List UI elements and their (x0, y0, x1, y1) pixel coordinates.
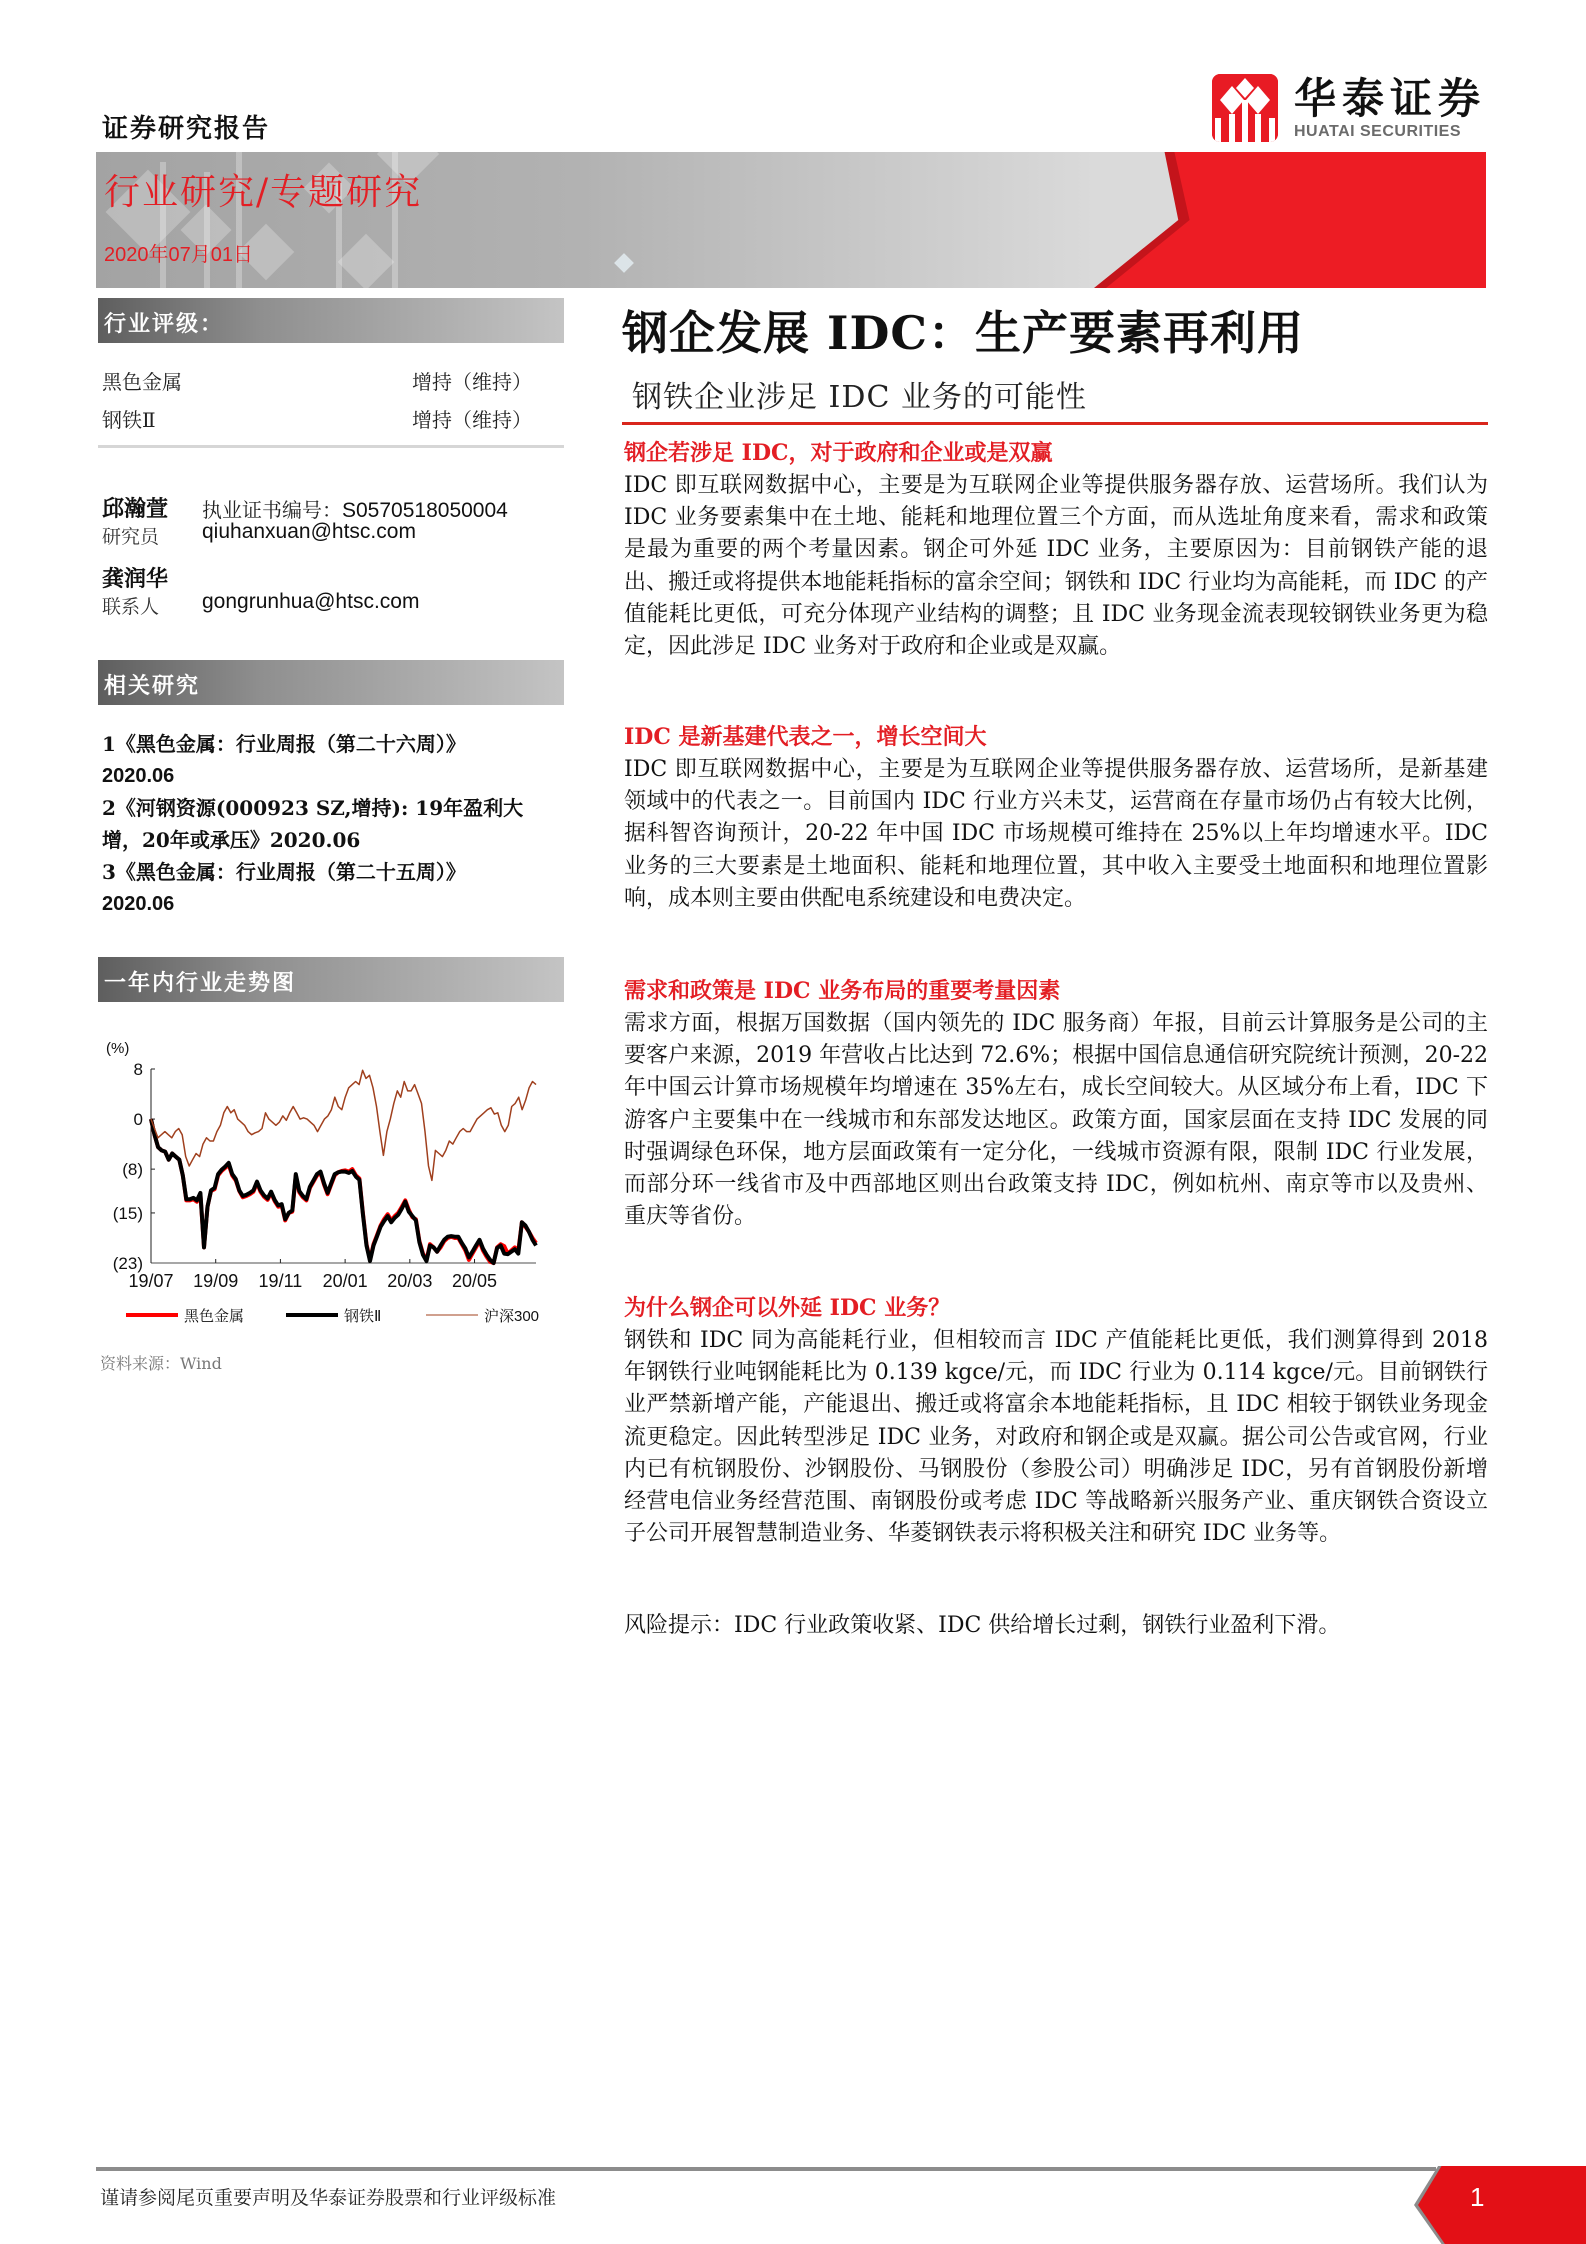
section-body: IDC 即互联网数据中心，主要是为互联网企业等提供服务器存放、运营场所。我们认为 IDC 业务要素集中在土地、能耗和地理位置三个方面，而从选址角度来看，需求和政策是最为重要的两个考量因素。钢企可外延 IDC 业务，主要原因为：目前钢铁产能的退出、搬迁或将提供本地能耗指标的富余空间；钢铁和 IDC 行业均为高能耗，而 IDC 的产值能耗比更低，可充分体现产业结构的调整；且 IDC 业务现金流表现较钢铁业务更为稳定，因此涉足 IDC 业务对于政府和企业或是双赢。 (624, 473, 1488, 660)
svg-text:20/01: 20/01 (322, 1271, 368, 1291)
svg-text:沪深300: 沪深300 (484, 1308, 540, 1325)
svg-text:19/09: 19/09 (193, 1271, 239, 1291)
risk-warning: 风险提示：IDC 行业政策收紧、IDC 供给增长过剩，钢铁行业盈利下滑。 (624, 1613, 1341, 1638)
industry-trend-chart (96, 1030, 566, 1330)
section-3 (624, 974, 1488, 1233)
section-1 (624, 436, 1488, 663)
svg-text:(8): (8) (122, 1160, 143, 1180)
rating-industry: 黑色金属 (102, 370, 182, 394)
rating-row (102, 366, 562, 395)
section-heading: 钢企若涉足 IDC，对于政府和企业或是双赢 (624, 440, 1053, 466)
related-item[interactable]: 2《河钢资源(000923 SZ,增持): 19年盈利大 增，20年或承压》2020.06 (102, 796, 524, 852)
brand-name-en: HUATAI SECURITIES (1294, 123, 1462, 140)
divider (98, 445, 564, 448)
analyst-name: 龚润华 (102, 566, 169, 592)
related-item[interactable]: 3《黑色金属：行业周报（第二十五周）》 2020.06 (102, 860, 466, 915)
report-date: 2020年07月01日 (104, 244, 253, 266)
rating-value: 增持（维持） (412, 408, 532, 432)
svg-text:0: 0 (133, 1110, 143, 1130)
brand-logo (1212, 74, 1486, 142)
svg-text:19/11: 19/11 (258, 1271, 303, 1291)
section-4 (624, 1291, 1488, 1550)
chart-source: 资料来源：Wind (100, 1354, 222, 1373)
svg-text:20/05: 20/05 (452, 1271, 498, 1291)
svg-text:19/07: 19/07 (128, 1271, 174, 1291)
page-number: 1 (1470, 2182, 1485, 2212)
analyst-role: 联系人 (102, 596, 160, 618)
footer-divider (96, 2167, 1436, 2171)
huatai-logo-icon (1212, 74, 1278, 142)
report-type-label: 证券研究报告 (102, 114, 271, 144)
svg-text:8: 8 (133, 1060, 143, 1079)
analyst-role: 研究员 (102, 526, 160, 548)
footer-disclaimer: 谨请参阅尾页重要声明及华泰证券股票和行业评级标准 (100, 2187, 557, 2209)
svg-text:(15): (15) (112, 1203, 143, 1223)
cert-number: S0570518050004 (342, 499, 508, 522)
related-item[interactable]: 1《黑色金属：行业周报（第二十六周）》 2020.06 (102, 732, 466, 787)
section-heading: 需求和政策是 IDC 业务布局的重要考量因素 (624, 978, 1061, 1004)
section-body: 钢铁和 IDC 同为高能耗行业，但相较而言 IDC 产值能耗比更低，我们测算得到 2018 年钢铁行业吨钢能耗比为 0.139 kgce/元，而 IDC 行业为 0.114 kgce/元。目前钢铁行业严禁新增产能，产能退出、搬迁或将富余本地能耗指标，且 IDC 相较于钢铁业务现金流更稳定。因此转型涉足 IDC 业务，对政府和钢企或是双赢。据公司公告或官网，行业内已有杭钢股份、沙钢股份、马钢股份（参股公司）明确涉足 IDC，另有首钢股份新增经营电信业务经营范围、南钢股份或考虑 IDC 等战略新兴服务产业、重庆钢铁合资设立子公司开展智慧制造业务、华菱钢铁表示将积极关注和研究 IDC 业务等。 (624, 1328, 1488, 1547)
page-title: 钢企发展 IDC：生产要素再利用 (622, 306, 1305, 360)
section-body: 需求方面，根据万国数据（国内领先的 IDC 服务商）年报，目前云计算服务是公司的主要客户来源，2019 年营收占比达到 72.6%；根据中国信息通信研究院统计预测，20-22 年中国云计算市场规模年均增速在 35%左右，成长空间较大。从区域分布上看，IDC 下游客户主要集中在一线城市和东部发达地区。政策方面，国家层面在支持 IDC 发展的同时强调绿色环保，地方层面政策有一定分化，一线城市资源有限，限制 IDC 行业发展，而部分环一线省市及中西部地区则出台政策支持 IDC，例如杭州、南京等市以及贵州、重庆等省份。 (624, 1011, 1488, 1230)
page-subtitle: 钢铁企业涉足 IDC 业务的可能性 (632, 380, 1087, 415)
trend-chart-heading: 一年内行业走势图 (98, 957, 564, 1002)
section-body: IDC 即互联网数据中心，主要是为互联网企业等提供服务器存放、运营场所，是新基建领域中的代表之一。目前国内 IDC 行业方兴未艾，运营商在存量市场仍占有较大比例，据科智咨询预计，20-22 年中国 IDC 市场规模可维持在 25%以上年均增速水平。IDC 业务的三大要素是土地面积、能耗和地理位置，其中收入主要受土地面积和地理位置影响，成本则主要由供配电系统建设和电费决定。 (624, 757, 1488, 911)
chart-ylabel: (%) (106, 1040, 130, 1057)
cert-label: 执业证书编号： (202, 498, 342, 522)
svg-text:(23): (23) (112, 1254, 143, 1273)
section-heading: IDC 是新基建代表之一，增长空间大 (624, 724, 987, 750)
svg-text:钢铁Ⅱ: 钢铁Ⅱ (344, 1308, 382, 1325)
banner-title: 行业研究/专题研究 (104, 172, 423, 213)
svg-text:20/03: 20/03 (387, 1271, 433, 1291)
page-tab (1418, 2166, 1586, 2244)
brand-name-cn: 华泰证券 (1294, 74, 1487, 123)
rating-industry: 钢铁Ⅱ (102, 408, 156, 432)
rating-value: 增持（维持） (412, 370, 532, 394)
section-2 (624, 720, 1488, 915)
analyst-cert (202, 494, 508, 523)
title-divider (622, 422, 1488, 425)
rating-row (102, 404, 562, 433)
rating-heading: 行业评级： (98, 298, 564, 343)
analyst-email[interactable]: gongrunhua@htsc.com (202, 590, 420, 613)
svg-text:黑色金属: 黑色金属 (184, 1308, 245, 1325)
analyst-card (102, 492, 168, 523)
analyst-email[interactable]: qiuhanxuan@htsc.com (202, 520, 416, 543)
section-heading: 为什么钢企可以外延 IDC 业务？ (624, 1295, 951, 1321)
related-research-heading: 相关研究 (98, 660, 564, 705)
analyst-name: 邱瀚萱 (102, 496, 169, 522)
related-research-list (102, 728, 564, 920)
